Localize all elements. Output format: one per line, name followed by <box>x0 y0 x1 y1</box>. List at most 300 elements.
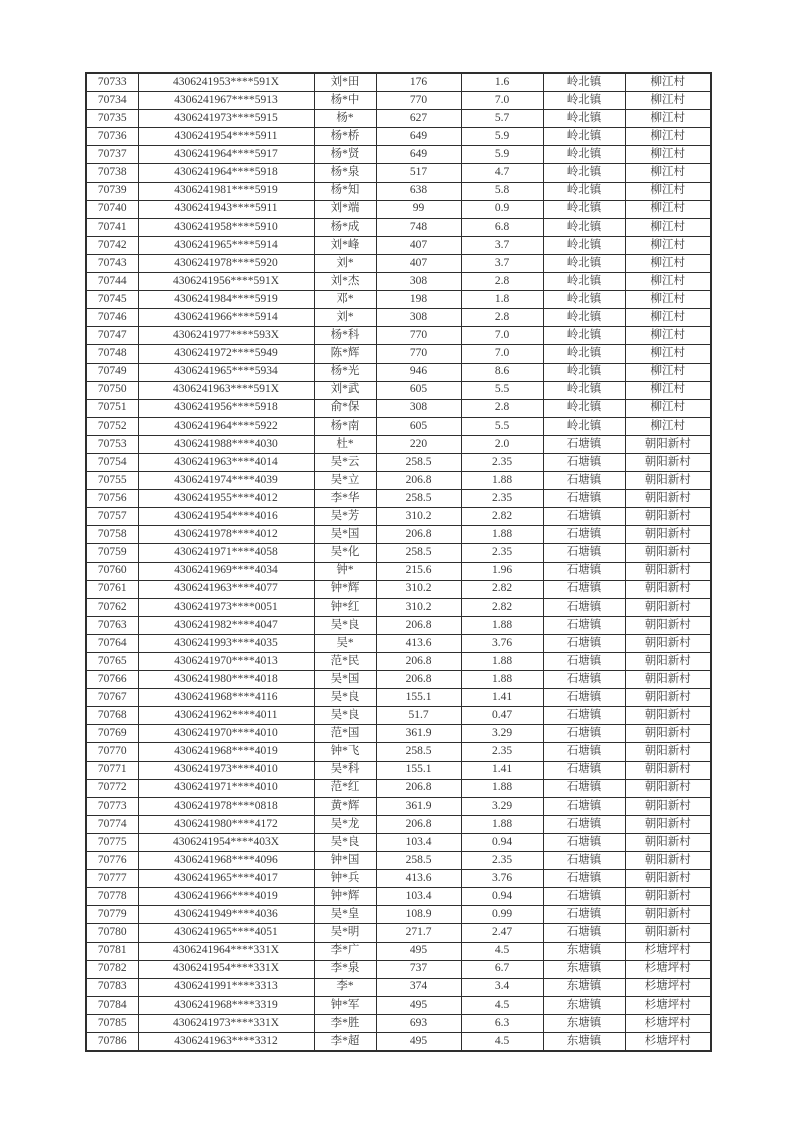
cell-name: 杨*贤 <box>314 146 376 164</box>
cell-serial: 70784 <box>86 996 138 1014</box>
cell-name: 钟*兵 <box>314 870 376 888</box>
cell-amount: 108.9 <box>376 906 461 924</box>
table-row <box>86 363 711 381</box>
cell-id-number: 4306241981****5919 <box>138 182 314 200</box>
cell-amount-2: 4.5 <box>461 996 543 1014</box>
cell-amount: 495 <box>376 1032 461 1051</box>
table-row <box>86 526 711 544</box>
cell-town: 石塘镇 <box>543 580 625 598</box>
cell-amount-2: 0.47 <box>461 707 543 725</box>
cell-town: 石塘镇 <box>543 833 625 851</box>
cell-amount-2: 8.6 <box>461 363 543 381</box>
table-row <box>86 381 711 399</box>
cell-name: 刘*峰 <box>314 236 376 254</box>
cell-amount: 258.5 <box>376 852 461 870</box>
cell-id-number: 4306241956****591X <box>138 273 314 291</box>
cell-amount: 271.7 <box>376 924 461 942</box>
cell-amount-2: 0.94 <box>461 833 543 851</box>
cell-village: 朝阳新村 <box>625 761 711 779</box>
table-row <box>86 725 711 743</box>
cell-amount-2: 1.88 <box>461 653 543 671</box>
cell-serial: 70775 <box>86 833 138 851</box>
cell-id-number: 4306241970****4013 <box>138 653 314 671</box>
cell-id-number: 4306241943****5911 <box>138 200 314 218</box>
cell-amount-2: 0.99 <box>461 906 543 924</box>
cell-amount: 605 <box>376 381 461 399</box>
cell-serial: 70761 <box>86 580 138 598</box>
cell-amount: 206.8 <box>376 526 461 544</box>
cell-name: 吴*皇 <box>314 906 376 924</box>
cell-town: 岭北镇 <box>543 92 625 110</box>
cell-amount: 517 <box>376 164 461 182</box>
cell-name: 吴*芳 <box>314 508 376 526</box>
cell-amount: 258.5 <box>376 453 461 471</box>
cell-village: 柳江村 <box>625 218 711 236</box>
cell-village: 朝阳新村 <box>625 725 711 743</box>
cell-village: 柳江村 <box>625 254 711 272</box>
cell-id-number: 4306241958****5910 <box>138 218 314 236</box>
cell-village: 朝阳新村 <box>625 671 711 689</box>
cell-serial: 70786 <box>86 1032 138 1051</box>
cell-serial: 70774 <box>86 815 138 833</box>
cell-serial: 70753 <box>86 435 138 453</box>
cell-village: 柳江村 <box>625 92 711 110</box>
cell-id-number: 4306241970****4010 <box>138 725 314 743</box>
cell-village: 柳江村 <box>625 146 711 164</box>
table-row <box>86 399 711 417</box>
cell-amount-2: 0.94 <box>461 888 543 906</box>
table-row <box>86 291 711 309</box>
cell-amount-2: 1.88 <box>461 815 543 833</box>
cell-id-number: 4306241964****331X <box>138 942 314 960</box>
cell-amount-2: 4.5 <box>461 1032 543 1051</box>
cell-id-number: 4306241978****0818 <box>138 797 314 815</box>
cell-id-number: 4306241955****4012 <box>138 490 314 508</box>
cell-serial: 70737 <box>86 146 138 164</box>
cell-serial: 70750 <box>86 381 138 399</box>
cell-village: 朝阳新村 <box>625 852 711 870</box>
cell-id-number: 4306241963****591X <box>138 381 314 399</box>
cell-serial: 70770 <box>86 743 138 761</box>
cell-amount-2: 1.41 <box>461 689 543 707</box>
cell-town: 岭北镇 <box>543 218 625 236</box>
cell-serial: 70751 <box>86 399 138 417</box>
cell-amount: 310.2 <box>376 508 461 526</box>
cell-serial: 70768 <box>86 707 138 725</box>
table-row <box>86 236 711 254</box>
cell-town: 岭北镇 <box>543 200 625 218</box>
cell-village: 朝阳新村 <box>625 616 711 634</box>
cell-amount-2: 2.35 <box>461 453 543 471</box>
cell-village: 柳江村 <box>625 164 711 182</box>
table-row <box>86 273 711 291</box>
cell-id-number: 4306241980****4018 <box>138 671 314 689</box>
table-row <box>86 598 711 616</box>
cell-name: 钟*国 <box>314 852 376 870</box>
cell-amount: 206.8 <box>376 671 461 689</box>
cell-serial: 70785 <box>86 1014 138 1032</box>
cell-id-number: 4306241971****4058 <box>138 544 314 562</box>
cell-town: 岭北镇 <box>543 291 625 309</box>
cell-village: 柳江村 <box>625 363 711 381</box>
table-row <box>86 254 711 272</box>
cell-name: 杨*知 <box>314 182 376 200</box>
cell-amount-2: 2.35 <box>461 544 543 562</box>
cell-name: 吴*良 <box>314 689 376 707</box>
table-row <box>86 490 711 508</box>
cell-serial: 70754 <box>86 453 138 471</box>
cell-town: 岭北镇 <box>543 254 625 272</box>
cell-town: 石塘镇 <box>543 815 625 833</box>
cell-town: 石塘镇 <box>543 707 625 725</box>
cell-amount-2: 1.88 <box>461 779 543 797</box>
cell-name: 刘*端 <box>314 200 376 218</box>
cell-village: 柳江村 <box>625 182 711 200</box>
cell-amount: 206.8 <box>376 653 461 671</box>
table-row <box>86 218 711 236</box>
cell-amount: 495 <box>376 996 461 1014</box>
cell-amount: 308 <box>376 309 461 327</box>
cell-village: 朝阳新村 <box>625 888 711 906</box>
cell-serial: 70762 <box>86 598 138 616</box>
cell-serial: 70765 <box>86 653 138 671</box>
table-row <box>86 1014 711 1032</box>
cell-amount: 693 <box>376 1014 461 1032</box>
cell-village: 朝阳新村 <box>625 653 711 671</box>
cell-village: 朝阳新村 <box>625 743 711 761</box>
cell-amount-2: 3.29 <box>461 725 543 743</box>
cell-amount: 310.2 <box>376 580 461 598</box>
cell-id-number: 4306241965****4051 <box>138 924 314 942</box>
table-row <box>86 200 711 218</box>
cell-serial: 70776 <box>86 852 138 870</box>
cell-village: 柳江村 <box>625 236 711 254</box>
cell-village: 朝阳新村 <box>625 924 711 942</box>
cell-id-number: 4306241963****3312 <box>138 1032 314 1051</box>
cell-name: 李* <box>314 978 376 996</box>
table-row <box>86 146 711 164</box>
cell-serial: 70757 <box>86 508 138 526</box>
cell-id-number: 4306241949****4036 <box>138 906 314 924</box>
cell-town: 石塘镇 <box>543 453 625 471</box>
cell-village: 杉塘坪村 <box>625 942 711 960</box>
cell-amount-2: 3.7 <box>461 236 543 254</box>
cell-serial: 70749 <box>86 363 138 381</box>
cell-village: 柳江村 <box>625 273 711 291</box>
table-row <box>86 110 711 128</box>
table-row <box>86 73 711 92</box>
cell-amount-2: 5.9 <box>461 146 543 164</box>
cell-village: 朝阳新村 <box>625 634 711 652</box>
cell-town: 石塘镇 <box>543 671 625 689</box>
cell-serial: 70759 <box>86 544 138 562</box>
table-row <box>86 472 711 490</box>
cell-town: 石塘镇 <box>543 906 625 924</box>
cell-id-number: 4306241966****4019 <box>138 888 314 906</box>
cell-town: 石塘镇 <box>543 725 625 743</box>
cell-serial: 70769 <box>86 725 138 743</box>
cell-amount: 206.8 <box>376 815 461 833</box>
table-row <box>86 833 711 851</box>
cell-amount-2: 1.88 <box>461 472 543 490</box>
table-row <box>86 942 711 960</box>
cell-amount: 155.1 <box>376 689 461 707</box>
cell-amount-2: 2.47 <box>461 924 543 942</box>
cell-amount: 649 <box>376 128 461 146</box>
cell-name: 杨*科 <box>314 327 376 345</box>
cell-town: 石塘镇 <box>543 508 625 526</box>
cell-serial: 70780 <box>86 924 138 942</box>
cell-name: 李*华 <box>314 490 376 508</box>
table-row <box>86 671 711 689</box>
cell-town: 石塘镇 <box>543 689 625 707</box>
cell-id-number: 4306241953****591X <box>138 73 314 92</box>
cell-village: 柳江村 <box>625 73 711 92</box>
cell-serial: 70738 <box>86 164 138 182</box>
cell-name: 杨*泉 <box>314 164 376 182</box>
cell-name: 吴* <box>314 634 376 652</box>
cell-id-number: 4306241956****5918 <box>138 399 314 417</box>
cell-name: 杨*南 <box>314 417 376 435</box>
cell-amount: 99 <box>376 200 461 218</box>
cell-amount-2: 5.7 <box>461 110 543 128</box>
cell-amount: 51.7 <box>376 707 461 725</box>
cell-amount: 103.4 <box>376 833 461 851</box>
cell-amount: 737 <box>376 960 461 978</box>
cell-id-number: 4306241969****4034 <box>138 562 314 580</box>
table-row <box>86 996 711 1014</box>
table-row <box>86 1032 711 1051</box>
cell-amount: 361.9 <box>376 725 461 743</box>
cell-id-number: 4306241973****4010 <box>138 761 314 779</box>
table-row <box>86 707 711 725</box>
cell-village: 朝阳新村 <box>625 526 711 544</box>
table-row <box>86 128 711 146</box>
cell-village: 柳江村 <box>625 291 711 309</box>
cell-village: 朝阳新村 <box>625 435 711 453</box>
cell-id-number: 4306241968****4116 <box>138 689 314 707</box>
cell-id-number: 4306241973****0051 <box>138 598 314 616</box>
cell-town: 岭北镇 <box>543 309 625 327</box>
cell-village: 朝阳新村 <box>625 797 711 815</box>
table-row <box>86 815 711 833</box>
cell-id-number: 4306241974****4039 <box>138 472 314 490</box>
cell-amount-2: 5.9 <box>461 128 543 146</box>
cell-name: 钟*辉 <box>314 580 376 598</box>
cell-amount: 206.8 <box>376 472 461 490</box>
cell-amount-2: 2.8 <box>461 399 543 417</box>
cell-village: 朝阳新村 <box>625 453 711 471</box>
cell-serial: 70760 <box>86 562 138 580</box>
cell-name: 李*泉 <box>314 960 376 978</box>
cell-serial: 70771 <box>86 761 138 779</box>
cell-town: 岭北镇 <box>543 417 625 435</box>
cell-id-number: 4306241954****5911 <box>138 128 314 146</box>
cell-name: 刘*武 <box>314 381 376 399</box>
cell-id-number: 4306241988****4030 <box>138 435 314 453</box>
cell-name: 李*广 <box>314 942 376 960</box>
cell-id-number: 4306241967****5913 <box>138 92 314 110</box>
cell-amount: 258.5 <box>376 544 461 562</box>
table-row <box>86 562 711 580</box>
cell-village: 朝阳新村 <box>625 779 711 797</box>
cell-serial: 70748 <box>86 345 138 363</box>
cell-town: 石塘镇 <box>543 852 625 870</box>
cell-name: 杨*中 <box>314 92 376 110</box>
cell-serial: 70735 <box>86 110 138 128</box>
cell-village: 朝阳新村 <box>625 598 711 616</box>
cell-name: 杨*成 <box>314 218 376 236</box>
cell-id-number: 4306241954****331X <box>138 960 314 978</box>
cell-village: 朝阳新村 <box>625 906 711 924</box>
cell-amount: 946 <box>376 363 461 381</box>
cell-amount-2: 7.0 <box>461 327 543 345</box>
cell-id-number: 4306241991****3313 <box>138 978 314 996</box>
cell-id-number: 4306241982****4047 <box>138 616 314 634</box>
cell-name: 杨* <box>314 110 376 128</box>
cell-amount-2: 2.8 <box>461 273 543 291</box>
cell-village: 柳江村 <box>625 381 711 399</box>
table-row <box>86 761 711 779</box>
table-row <box>86 888 711 906</box>
cell-amount: 770 <box>376 327 461 345</box>
cell-name: 陈*辉 <box>314 345 376 363</box>
cell-town: 石塘镇 <box>543 435 625 453</box>
cell-amount-2: 2.82 <box>461 598 543 616</box>
cell-amount: 361.9 <box>376 797 461 815</box>
cell-id-number: 4306241972****5949 <box>138 345 314 363</box>
cell-name: 刘*杰 <box>314 273 376 291</box>
cell-serial: 70734 <box>86 92 138 110</box>
cell-name: 杨*光 <box>314 363 376 381</box>
cell-id-number: 4306241977****593X <box>138 327 314 345</box>
cell-id-number: 4306241964****5918 <box>138 164 314 182</box>
cell-town: 石塘镇 <box>543 634 625 652</box>
cell-amount-2: 7.0 <box>461 92 543 110</box>
cell-id-number: 4306241954****403X <box>138 833 314 851</box>
cell-serial: 70767 <box>86 689 138 707</box>
table-row <box>86 978 711 996</box>
cell-serial: 70733 <box>86 73 138 92</box>
cell-name: 李*胜 <box>314 1014 376 1032</box>
cell-amount-2: 1.8 <box>461 291 543 309</box>
table-row <box>86 797 711 815</box>
table-row <box>86 345 711 363</box>
cell-town: 石塘镇 <box>543 797 625 815</box>
table-row <box>86 634 711 652</box>
cell-serial: 70739 <box>86 182 138 200</box>
cell-name: 吴*良 <box>314 616 376 634</box>
table-row <box>86 580 711 598</box>
table-row <box>86 544 711 562</box>
cell-amount: 308 <box>376 399 461 417</box>
cell-town: 岭北镇 <box>543 236 625 254</box>
cell-id-number: 4306241968****4096 <box>138 852 314 870</box>
cell-amount: 638 <box>376 182 461 200</box>
cell-id-number: 4306241954****4016 <box>138 508 314 526</box>
cell-id-number: 4306241963****4077 <box>138 580 314 598</box>
cell-amount-2: 2.82 <box>461 508 543 526</box>
cell-name: 刘* <box>314 254 376 272</box>
cell-id-number: 4306241965****4017 <box>138 870 314 888</box>
cell-town: 东塘镇 <box>543 996 625 1014</box>
cell-amount: 103.4 <box>376 888 461 906</box>
cell-name: 李*超 <box>314 1032 376 1051</box>
table-row <box>86 779 711 797</box>
cell-id-number: 4306241966****5914 <box>138 309 314 327</box>
table-row <box>86 182 711 200</box>
cell-village: 柳江村 <box>625 345 711 363</box>
cell-town: 石塘镇 <box>543 490 625 508</box>
table-row <box>86 653 711 671</box>
cell-name: 钟*红 <box>314 598 376 616</box>
cell-id-number: 4306241980****4172 <box>138 815 314 833</box>
cell-village: 朝阳新村 <box>625 508 711 526</box>
cell-id-number: 4306241978****4012 <box>138 526 314 544</box>
cell-village: 杉塘坪村 <box>625 960 711 978</box>
cell-town: 岭北镇 <box>543 381 625 399</box>
beneficiary-table <box>85 72 712 1052</box>
table-row <box>86 870 711 888</box>
cell-name: 范*民 <box>314 653 376 671</box>
cell-village: 杉塘坪村 <box>625 978 711 996</box>
table-row <box>86 327 711 345</box>
table-row <box>86 508 711 526</box>
cell-town: 东塘镇 <box>543 1032 625 1051</box>
cell-serial: 70746 <box>86 309 138 327</box>
cell-name: 吴*明 <box>314 924 376 942</box>
cell-amount-2: 2.8 <box>461 309 543 327</box>
cell-name: 范*国 <box>314 725 376 743</box>
cell-amount-2: 5.5 <box>461 417 543 435</box>
cell-amount: 770 <box>376 345 461 363</box>
cell-village: 朝阳新村 <box>625 833 711 851</box>
cell-name: 吴*科 <box>314 761 376 779</box>
table-row <box>86 92 711 110</box>
cell-village: 朝阳新村 <box>625 815 711 833</box>
cell-serial: 70781 <box>86 942 138 960</box>
cell-amount-2: 1.6 <box>461 73 543 92</box>
cell-name: 吴*国 <box>314 671 376 689</box>
cell-village: 朝阳新村 <box>625 580 711 598</box>
cell-id-number: 4306241968****4019 <box>138 743 314 761</box>
cell-name: 范*红 <box>314 779 376 797</box>
cell-amount: 310.2 <box>376 598 461 616</box>
cell-town: 石塘镇 <box>543 653 625 671</box>
cell-village: 朝阳新村 <box>625 870 711 888</box>
cell-town: 岭北镇 <box>543 327 625 345</box>
cell-village: 杉塘坪村 <box>625 996 711 1014</box>
cell-village: 朝阳新村 <box>625 544 711 562</box>
cell-village: 朝阳新村 <box>625 562 711 580</box>
cell-amount-2: 3.29 <box>461 797 543 815</box>
cell-village: 柳江村 <box>625 200 711 218</box>
cell-town: 岭北镇 <box>543 128 625 146</box>
cell-town: 岭北镇 <box>543 73 625 92</box>
cell-amount: 413.6 <box>376 634 461 652</box>
table-row <box>86 453 711 471</box>
cell-serial: 70742 <box>86 236 138 254</box>
cell-town: 岭北镇 <box>543 146 625 164</box>
cell-town: 岭北镇 <box>543 182 625 200</box>
cell-serial: 70764 <box>86 634 138 652</box>
table-row <box>86 924 711 942</box>
cell-amount-2: 2.35 <box>461 490 543 508</box>
cell-name: 钟* <box>314 562 376 580</box>
cell-amount-2: 2.82 <box>461 580 543 598</box>
cell-village: 朝阳新村 <box>625 689 711 707</box>
cell-village: 朝阳新村 <box>625 707 711 725</box>
